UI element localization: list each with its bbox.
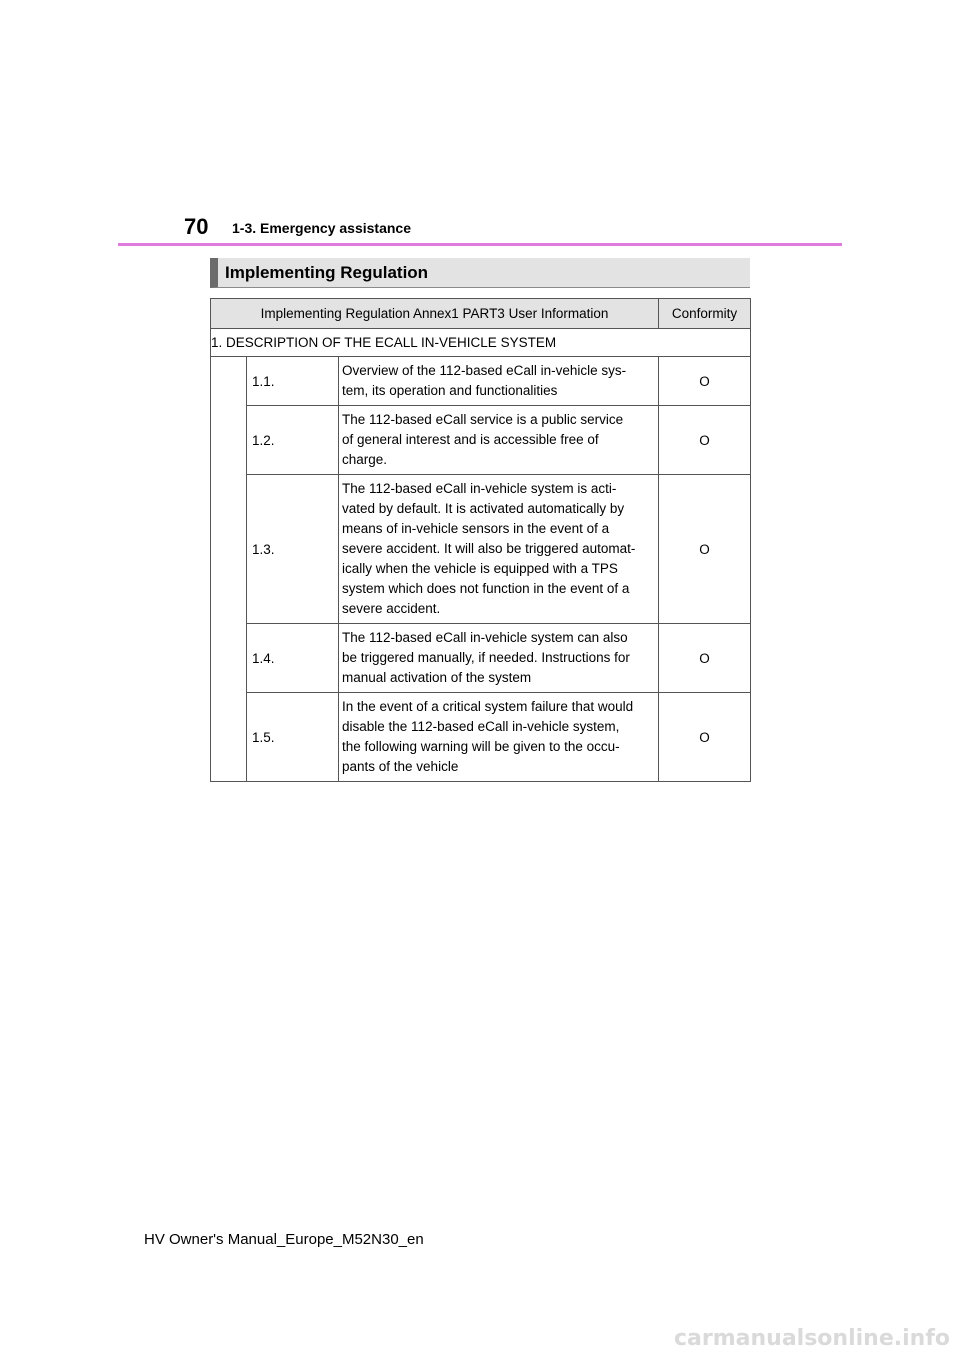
description-line: be triggered manually, if needed. Instructions for (342, 650, 630, 665)
group-title: 1. DESCRIPTION OF THE ECALL IN-VEHICLE SYSTEM (211, 329, 751, 357)
table-row (211, 406, 751, 475)
section-heading: Implementing Regulation (225, 263, 429, 282)
description-line: severe accident. It will also be triggered automat- (342, 541, 636, 556)
row-conformity: O (659, 624, 751, 693)
watermark: carmanualsonline.info (674, 1326, 950, 1351)
row-description (339, 357, 659, 406)
table-row (211, 624, 751, 693)
row-number: 1.3. (247, 475, 339, 624)
row-description (339, 693, 659, 782)
description-line: disable the 112-based eCall in-vehicle system, (342, 719, 620, 734)
regulation-table (210, 298, 751, 782)
column-header-info: Implementing Regulation Annex1 PART3 User Information (211, 299, 659, 329)
table-row (211, 357, 751, 406)
description-line: charge. (342, 452, 388, 467)
section-heading-bar (210, 258, 750, 288)
description-line: Overview of the 112-based eCall in-vehicle sys- (342, 363, 627, 378)
description-line: system which does not function in the event of a (342, 581, 630, 596)
description-line: the following warning will be given to the occu- (342, 739, 620, 754)
description-line: The 112-based eCall in-vehicle system is acti- (342, 481, 617, 496)
description-line: tem, its operation and functionalities (342, 383, 558, 398)
row-number: 1.2. (247, 406, 339, 475)
row-conformity: O (659, 475, 751, 624)
description-line: severe accident. (342, 601, 441, 616)
header-divider (118, 243, 842, 246)
row-number: 1.5. (247, 693, 339, 782)
description-line: The 112-based eCall service is a public service (342, 412, 624, 427)
description-line: pants of the vehicle (342, 759, 459, 774)
row-number: 1.4. (247, 624, 339, 693)
row-number: 1.1. (247, 357, 339, 406)
row-description (339, 624, 659, 693)
description-line: In the event of a critical system failure that would (342, 699, 634, 714)
row-conformity: O (659, 693, 751, 782)
description-line: ically when the vehicle is equipped with a TPS (342, 561, 618, 576)
table-row (211, 475, 751, 624)
row-description (339, 406, 659, 475)
group-title-row (211, 329, 751, 357)
row-conformity: O (659, 406, 751, 475)
column-header-conformity: Conformity (659, 299, 751, 329)
description-line: means of in-vehicle sensors in the event of a (342, 521, 610, 536)
row-description (339, 475, 659, 624)
indent-cell (211, 357, 247, 782)
description-line: manual activation of the system (342, 670, 532, 685)
footer-manual-id: HV Owner's Manual_Europe_M52N30_en (144, 1231, 424, 1248)
description-line: vated by default. It is activated automatically by (342, 501, 625, 516)
page-number: 70 (184, 214, 209, 239)
table-row (211, 693, 751, 782)
row-conformity: O (659, 357, 751, 406)
table-header-row (211, 299, 751, 329)
description-line: The 112-based eCall in-vehicle system can also (342, 630, 628, 645)
description-line: of general interest and is accessible free of (342, 432, 599, 447)
section-label: 1-3. Emergency assistance (232, 220, 411, 236)
